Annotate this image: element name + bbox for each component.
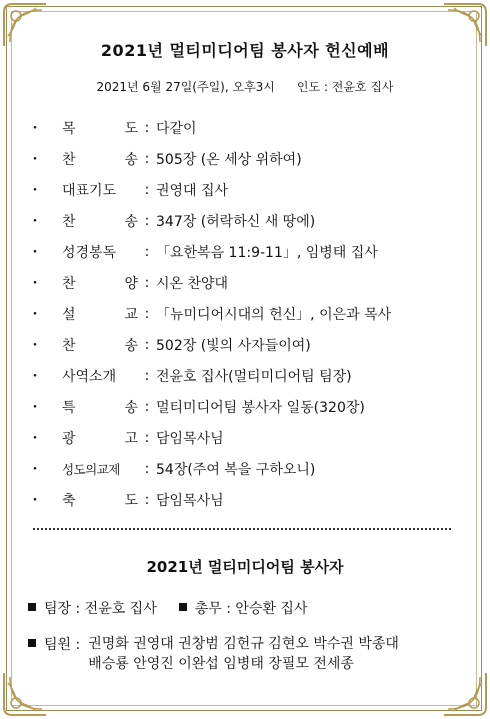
service-info (0, 78, 490, 95)
program-row (28, 236, 468, 267)
program-row (28, 205, 468, 236)
program-value: 멀티미디어팀 봉사자 일동(320장) (156, 399, 365, 416)
program-row (28, 298, 468, 329)
team-leadership (24, 598, 474, 618)
program-value: 502장 (빛의 사자들이여) (156, 337, 311, 354)
program-value: 54장(주여 복을 구하오니) (156, 461, 316, 478)
service-date: 2021년 6월 27일(주일), 오후3시 (96, 80, 275, 94)
team-leader: 팀장 : 전윤호 집사 (44, 601, 157, 617)
program-value: 「요한복음 11:9-11」, 임병태 집사 (156, 244, 378, 261)
members-list (88, 634, 399, 674)
bullet: ・ (28, 306, 42, 323)
program-list (28, 112, 468, 515)
program-label: 찬 송 (62, 213, 138, 230)
program-value: 권영대 집사 (156, 182, 229, 199)
program-value: 505장 (온 세상 위하여) (156, 151, 302, 168)
program-label: 성경봉독 (62, 244, 117, 261)
team-secretary: 총무 : 안승환 집사 (194, 601, 308, 617)
colon: : (144, 336, 150, 353)
service-leader: 인도 : 전윤호 집사 (296, 80, 394, 94)
colon: : (144, 305, 150, 322)
program-label: 찬 송 (62, 337, 138, 354)
square-bullet-icon (28, 639, 36, 647)
members-line: 권명화 권영대 권창범 김헌규 김현오 박수권 박종대 (88, 636, 399, 652)
program-value: 담임목사님 (156, 492, 224, 509)
team-members (24, 634, 474, 674)
colon: : (144, 119, 150, 136)
program-value: 347장 (허락하신 새 땅에) (156, 213, 316, 230)
square-bullet-icon (179, 603, 187, 611)
bullet: ・ (28, 430, 42, 447)
bullet: ・ (28, 182, 42, 199)
program-row (28, 174, 468, 205)
colon: : (144, 243, 150, 260)
members-label: 팀원 : (44, 637, 81, 653)
program-row (28, 329, 468, 360)
program-label: 축 도 (62, 492, 138, 509)
program-label: 사역소개 (62, 368, 117, 385)
bullet: ・ (28, 399, 42, 416)
program-label: 찬 송 (62, 151, 138, 168)
program-value: 다같이 (156, 120, 197, 137)
bullet: ・ (28, 368, 42, 385)
colon: : (144, 212, 150, 229)
program-label: 대표기도 (62, 182, 117, 199)
page-title: 2021년 멀티미디어팀 봉사자 헌신예배 (100, 41, 390, 60)
program-label: 목 도 (62, 120, 138, 137)
team-section (24, 598, 474, 690)
program-row (28, 453, 468, 484)
program-row (28, 391, 468, 422)
colon: : (144, 491, 150, 508)
colon: : (144, 367, 150, 384)
colon: : (144, 181, 150, 198)
program-label: 설 교 (62, 306, 138, 323)
program-row (28, 112, 468, 143)
members-line: 배승룡 안영진 이완섭 임병태 장필모 전세종 (88, 656, 354, 672)
program-value: 전윤호 집사(멀티미디어팀 팀장) (156, 368, 352, 385)
bullet: ・ (28, 492, 42, 509)
colon: : (144, 460, 150, 477)
program-row (28, 484, 468, 515)
program-row (28, 360, 468, 391)
program-value: 「뉴미디어시대의 헌신」, 이은과 목사 (156, 306, 392, 323)
program-label: 찬 양 (62, 275, 138, 292)
program-label: 성도의교제 (62, 461, 120, 477)
program-value: 담임목사님 (156, 430, 224, 447)
bullet: ・ (28, 461, 42, 478)
colon: : (144, 398, 150, 415)
bullet: ・ (28, 120, 42, 137)
bullet: ・ (28, 244, 42, 261)
dotted-divider (33, 528, 451, 530)
program-value: 시온 찬양대 (156, 275, 229, 292)
program-label: 특 송 (62, 399, 138, 416)
program-row (28, 143, 468, 174)
program-row (28, 422, 468, 453)
bullet: ・ (28, 213, 42, 230)
colon: : (144, 274, 150, 291)
team-title: 2021년 멀티미디어팀 봉사자 (146, 558, 344, 576)
colon: : (144, 429, 150, 446)
colon: : (144, 150, 150, 167)
program-row (28, 267, 468, 298)
bullet: ・ (28, 337, 42, 354)
square-bullet-icon (28, 603, 36, 611)
bullet: ・ (28, 151, 42, 168)
program-label: 광 고 (62, 430, 138, 447)
bullet: ・ (28, 275, 42, 292)
